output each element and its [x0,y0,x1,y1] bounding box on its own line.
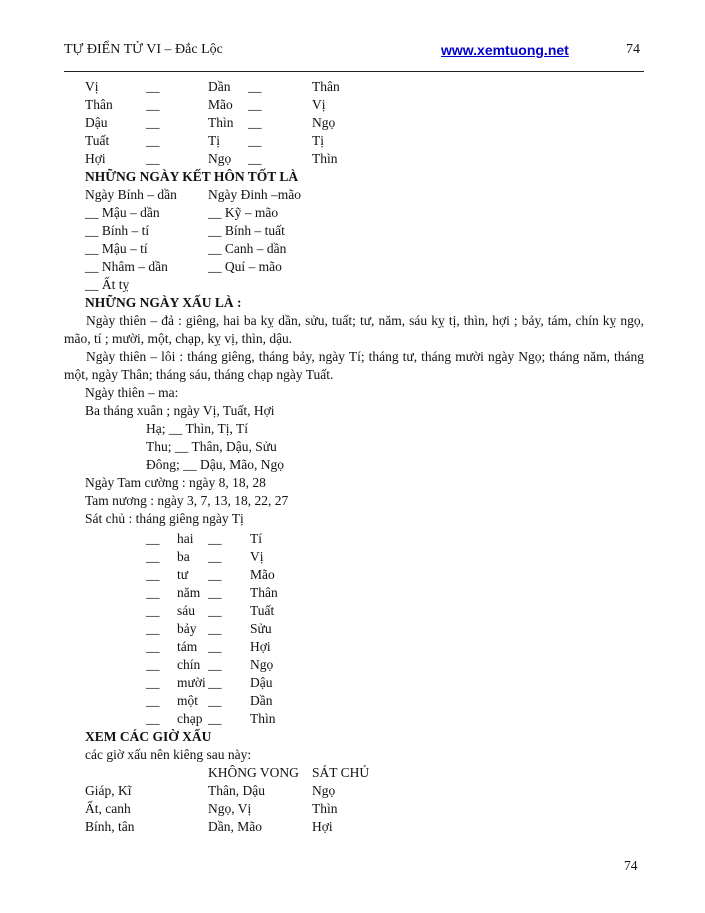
footer-page-number: 74 [624,858,638,873]
sat-chu-cell: Hợi [250,639,271,654]
sat-chu-cell: __ [146,657,160,672]
sat-chu-cell: mười [177,675,206,690]
pairs-cell: Thìn [208,115,234,130]
bad-hours-intro: các giờ xấu nên kiêng sau này: [85,747,252,762]
good-day-item: __ Nhâm – dần [85,259,168,274]
pairs-cell: __ [146,115,160,130]
season-line: Hạ; __ Thìn, Tị, Tí [146,421,249,436]
sat-chu-cell: tám [177,639,198,654]
bad-hours-heading: XEM CÁC GIỜ XẤU [85,729,212,744]
thien-ma-label: Ngày thiên – ma: [85,385,179,400]
pairs-cell: __ [146,79,160,94]
pairs-cell: Vị [312,97,326,112]
sat-chu-cell: tư [177,567,189,582]
sat-chu-cell: ba [177,549,190,564]
pairs-cell: Mão [208,97,233,112]
tam-nuong-line: Tam nương : ngày 3, 7, 13, 18, 22, 27 [85,493,289,508]
bad-hours-cell: Giáp, Kĩ [85,783,132,798]
sat-chu-cell: __ [208,531,222,546]
good-day-item: __ Canh – dần [208,241,287,256]
sat-chu-cell: hai [177,531,194,546]
sat-chu-cell: Mão [250,567,275,582]
col-header-khong-vong: KHÔNG VONG [208,765,299,780]
website-link[interactable]: www.xemtuong.net [441,42,569,58]
bad-hours-cell: Hợi [312,819,333,834]
sat-chu-cell: __ [208,639,222,654]
sat-chu-cell: __ [208,675,222,690]
sat-chu-cell: __ [146,531,160,546]
sat-chu-cell: Ngọ [250,657,274,672]
sat-chu-cell: Sửu [250,621,272,636]
season-line: Đông; __ Dậu, Mão, Ngọ [146,457,284,472]
sat-chu-cell: __ [208,585,222,600]
bad-hours-cell: Ất, canh [85,801,131,816]
pairs-cell: __ [248,79,262,94]
pairs-cell: Ngọ [208,151,232,166]
pairs-cell: Ngọ [312,115,336,130]
pairs-cell: Tuất [85,133,110,148]
pairs-cell: __ [248,115,262,130]
sat-chu-cell: Thìn [250,711,276,726]
season-line: Thu; __ Thân, Dậu, Sửu [146,439,277,454]
sat-chu-cell: __ [208,693,222,708]
sat-chu-cell: __ [208,621,222,636]
sat-chu-cell: Dậu [250,675,273,690]
header-title: TỰ ĐIỂN TỬ VI – Đắc Lộc [64,42,223,57]
sat-chu-cell: __ [208,657,222,672]
pairs-cell: Dậu [85,115,108,130]
good-day-item: __ Mậu – dần [85,205,160,220]
bad-hours-cell: Thìn [312,801,338,816]
header-page-number: 74 [626,42,640,57]
pairs-cell: __ [248,133,262,148]
good-day-item: __ Kỹ – mão [208,205,279,220]
bad-hours-cell: Bính, tân [85,819,135,834]
pairs-cell: Tị [208,133,220,148]
thien-da-paragraph: Ngày thiên – đả : giêng, hai ba kỵ dần, sửu, tuất; tư, năm, sáu kỵ tị, thìn, hợi ; bảy, tám, chín kỵ ngọ, mão, tí ; mười, một, chạp, kỵ vị, thìn, dậu. [64,313,644,346]
sat-chu-cell: năm [177,585,201,600]
good-day-item: Ngày Bính – dần [85,187,177,202]
sat-chu-cell: sáu [177,603,195,618]
season-line: Ba tháng xuân ; ngày Vị, Tuất, Hợi [85,403,275,418]
sat-chu-line: Sát chủ : tháng giêng ngày Tị [85,511,244,526]
pairs-cell: __ [248,97,262,112]
col-header-sat-chu: SÁT CHỦ [312,765,370,780]
good-day-item: __ Bính – tí [85,223,150,238]
bad-hours-cell: Ngọ [312,783,336,798]
good-day-item: Ngày Đinh –mão [208,187,301,202]
pairs-cell: Vị [85,79,99,94]
good-days-heading: NHỮNG NGÀY KẾT HÔN TỐT LÀ [85,169,299,184]
sat-chu-cell: __ [146,585,160,600]
header-divider [64,71,644,72]
pairs-cell: Thân [85,97,113,112]
bad-hours-cell: Dần, Mão [208,819,262,834]
sat-chu-cell: __ [146,639,160,654]
sat-chu-cell: __ [146,603,160,618]
sat-chu-cell: Dần [250,693,273,708]
good-day-item: __ Bính – tuất [208,223,285,238]
pairs-cell: Hợi [85,151,106,166]
pairs-cell: Tị [312,133,324,148]
sat-chu-cell: bảy [177,621,197,636]
sat-chu-cell: chạp [177,711,203,726]
sat-chu-cell: __ [208,567,222,582]
bad-hours-cell: Thân, Dậu [208,783,265,798]
sat-chu-cell: __ [208,711,222,726]
sat-chu-cell: __ [208,603,222,618]
sat-chu-cell: một [177,693,199,708]
good-day-item: __ Ất tỵ [85,277,130,292]
sat-chu-cell: Tuất [250,603,275,618]
page-header [64,42,644,62]
thien-loi-paragraph: Ngày thiên – lôi : tháng giêng, tháng bảy, ngày Tí; tháng tư, tháng mười ngày Ngọ; tháng năm, tháng một, ngày Thân; tháng sáu, tháng chạp ngày Tuất. [64,349,644,382]
sat-chu-cell: __ [146,567,160,582]
sat-chu-cell: __ [146,693,160,708]
sat-chu-cell: __ [146,549,160,564]
pairs-cell: Thìn [312,151,338,166]
tam-cuong-line: Ngày Tam cường : ngày 8, 18, 28 [85,475,266,490]
sat-chu-cell: __ [208,549,222,564]
good-day-item: __ Quí – mão [208,259,282,274]
pairs-cell: __ [146,97,160,112]
sat-chu-cell: Tí [250,531,262,546]
sat-chu-cell: Thân [250,585,278,600]
sat-chu-cell: chín [177,657,201,672]
bad-hours-cell: Ngọ, Vị [208,801,252,816]
good-day-item: __ Mậu – tí [85,241,148,256]
pairs-cell: __ [146,151,160,166]
pairs-cell: Dần [208,79,231,94]
sat-chu-cell: Vị [250,549,264,564]
sat-chu-cell: __ [146,675,160,690]
bad-days-heading: NHỮNG NGÀY XẤU LÀ : [85,295,242,310]
sat-chu-cell: __ [146,711,160,726]
pairs-cell: __ [146,133,160,148]
sat-chu-cell: __ [146,621,160,636]
pairs-cell: Thân [312,79,340,94]
pairs-cell: __ [248,151,262,166]
